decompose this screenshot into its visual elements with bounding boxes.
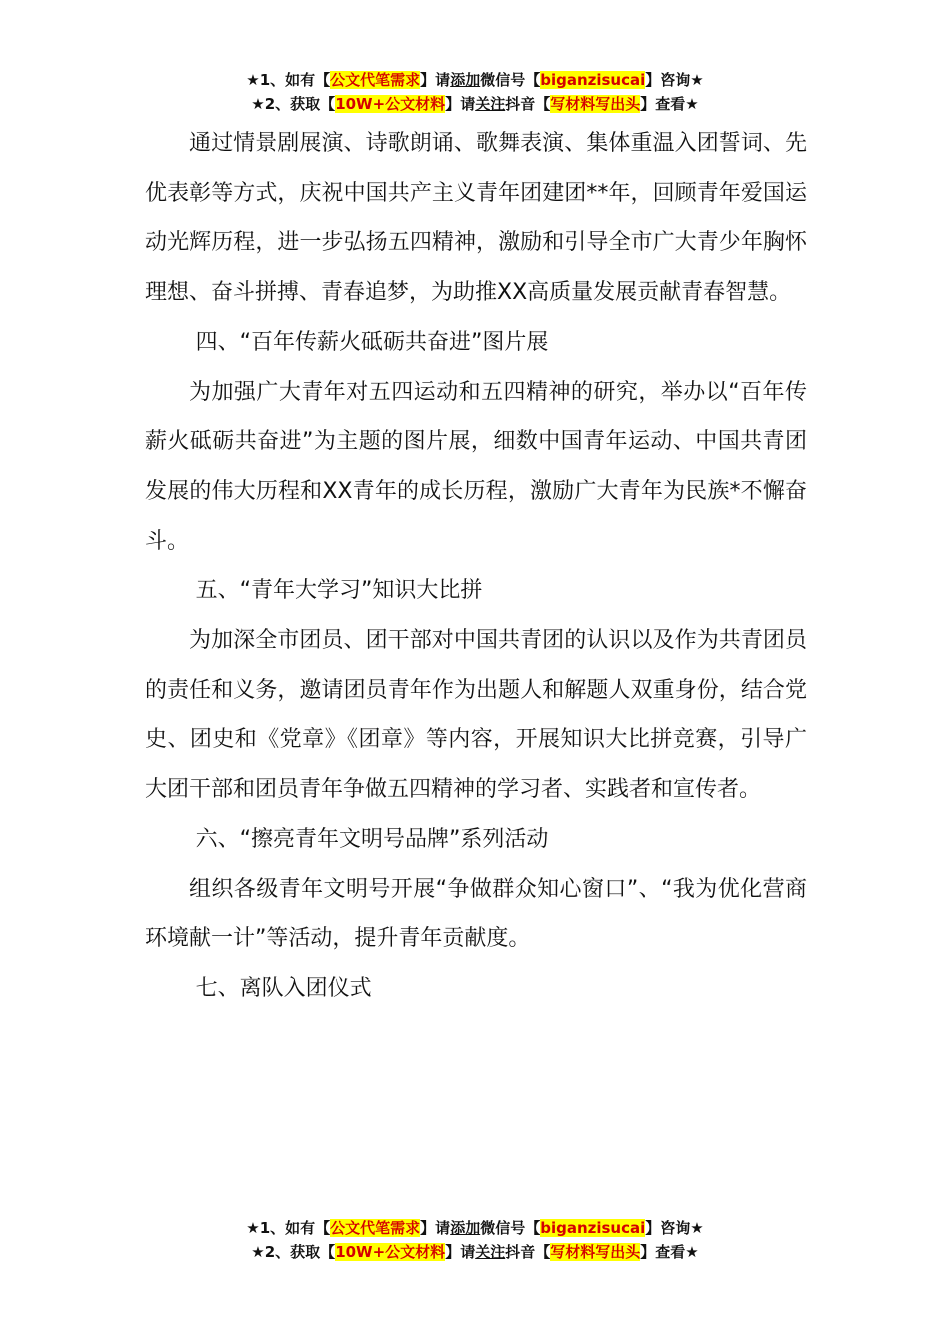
section-heading: 七、离队入团仪式 [195, 975, 372, 1001]
banner-text: 】请 [420, 71, 451, 89]
section-heading: 四、“百年传薪火砥砺共奋进”图片展 [195, 329, 549, 355]
document-body [145, 119, 807, 1014]
banner-highlight: 写材料写出头 [550, 1243, 641, 1261]
banner-text: 】请 [420, 1219, 451, 1237]
banner-highlight: 写材料写出头 [550, 95, 641, 113]
footer-banner [0, 1216, 950, 1264]
banner-line-2 [0, 1240, 950, 1264]
banner-highlight: biganzisucai [540, 1219, 646, 1237]
body-paragraph: 通过情景剧展演、诗歌朗诵、歌舞表演、集体重温入团誓词、先优表彰等方式，庆祝中国共产主义青年团建团**年，回顾青年爱国运动光辉历程，进一步弘扬五四精神，激励和引导全市广大青少年胸怀理想、奋斗拼搏、青春追梦，为助推XX高质量发展贡献青春智慧。 [145, 131, 807, 306]
banner-text: ★1、如有【 [246, 1219, 331, 1237]
banner-text: 】请 [445, 95, 476, 113]
banner-text: 】咨询★ [645, 1219, 704, 1237]
banner-underline: 添加 [450, 1219, 481, 1237]
banner-highlight: 10W+公文材料 [335, 95, 446, 113]
banner-line-2 [0, 92, 950, 116]
banner-text: ★2、获取【 [251, 95, 336, 113]
banner-text: 】咨询★ [645, 71, 704, 89]
banner-text: 抖音【 [505, 95, 551, 113]
banner-highlight: 10W+公文材料 [335, 1243, 446, 1261]
body-paragraph: 为加深全市团员、团干部对中国共青团的认识以及作为共青团员的责任和义务，邀请团员青年作为出题人和解题人双重身份，结合党史、团史和《党章》《团章》等内容，开展知识大比拼竞赛，引导广大团干部和团员青年争做五四精神的学习者、实践者和宣传者。 [145, 628, 807, 803]
banner-underline: 关注 [475, 1243, 506, 1261]
body-paragraph: 为加强广大青年对五四运动和五四精神的研究，举办以“百年传薪火砥砺共奋进”为主题的图片展，细数中国青年运动、中国共青团发展的伟大历程和XX青年的成长历程，激励广大青年为民族*不懈奋斗。 [145, 379, 807, 554]
banner-text: ★1、如有【 [246, 71, 331, 89]
banner-line-1 [0, 68, 950, 92]
banner-text: 微信号【 [480, 71, 541, 89]
banner-text: 】查看★ [640, 1243, 699, 1261]
banner-text: 微信号【 [480, 1219, 541, 1237]
banner-underline: 添加 [450, 71, 481, 89]
banner-underline: 关注 [475, 95, 506, 113]
banner-highlight: biganzisucai [540, 71, 646, 89]
body-paragraph: 组织各级青年文明号开展“争做群众知心窗口”、“我为优化营商环境献一计”等活动，提升青年贡献度。 [145, 876, 807, 952]
banner-text: ★2、获取【 [251, 1243, 336, 1261]
section-heading: 六、“擦亮青年文明号品牌”系列活动 [195, 826, 549, 852]
banner-text: 】请 [445, 1243, 476, 1261]
banner-highlight: 公文代笔需求 [330, 1219, 421, 1237]
header-banner [0, 68, 950, 116]
banner-text: 抖音【 [505, 1243, 551, 1261]
banner-highlight: 公文代笔需求 [330, 71, 421, 89]
banner-text: 】查看★ [640, 95, 699, 113]
section-heading: 五、“青年大学习”知识大比拼 [195, 578, 483, 604]
banner-line-1 [0, 1216, 950, 1240]
